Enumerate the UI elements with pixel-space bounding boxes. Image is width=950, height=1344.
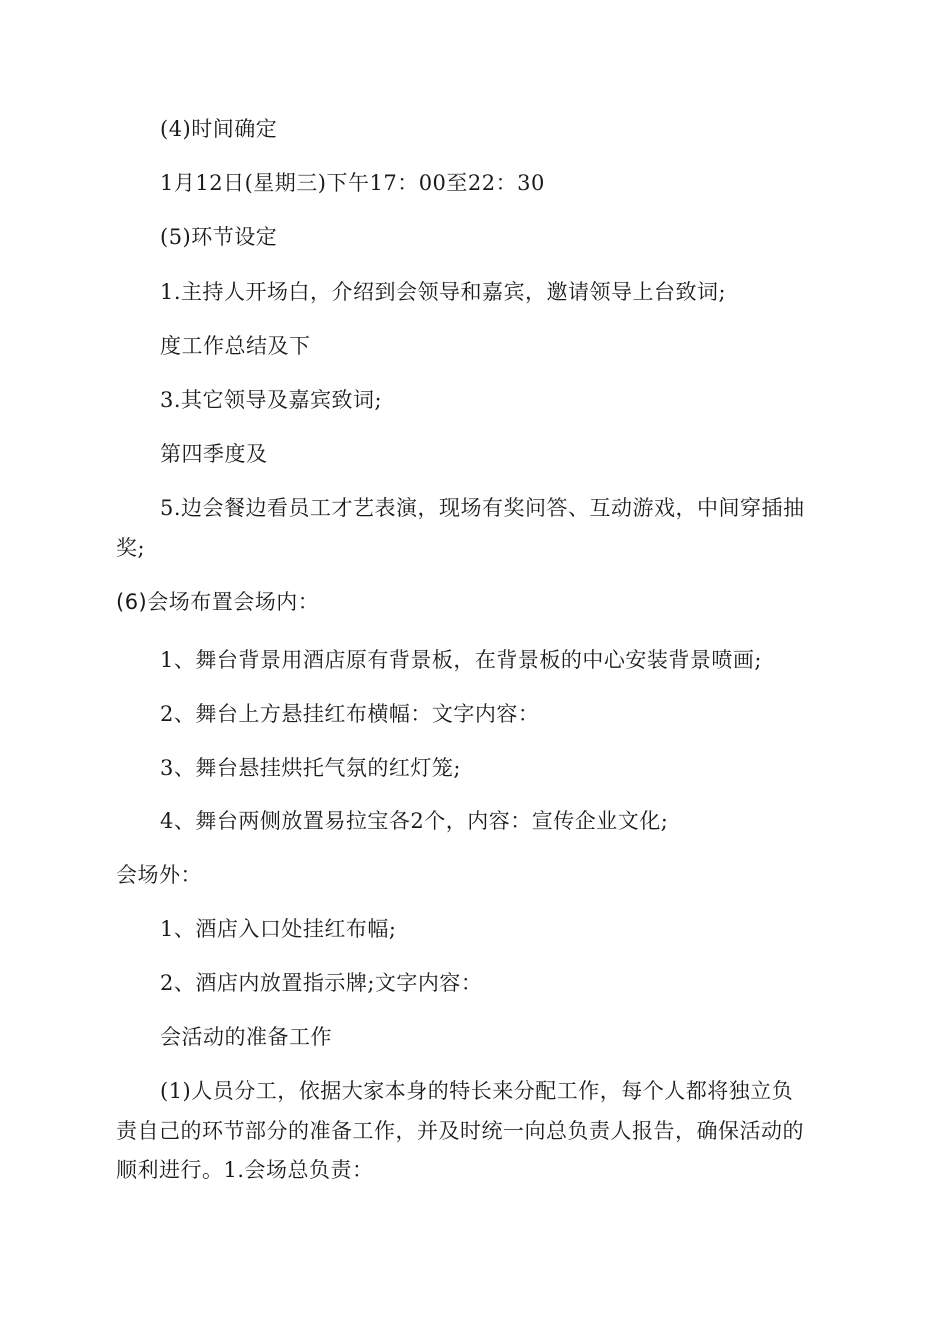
section-heading-preparation: 会活动的准备工作 [160,1025,332,1049]
agenda-item-4: 第四季度及 [160,442,268,466]
venue-inside-item-2: 2、舞台上方悬挂红布横幅：文字内容： [160,702,540,726]
venue-inside-item-4: 4、舞台两侧放置易拉宝各2个，内容：宣传企业文化; [160,809,669,833]
agenda-item-2: 度工作总结及下 [160,334,311,358]
venue-outside-item-1: 1、酒店入口处挂红布幅; [160,917,397,941]
time-detail: 1月12日(星期三)下午17：00至22：30 [160,171,545,195]
section-heading-venue: (6)会场布置会场内： [116,590,320,614]
venue-outside-item-2: 2、酒店内放置指示牌;文字内容： [160,971,483,995]
preparation-paragraph-line-1: (1)人员分工，依据大家本身的特长来分配工作，每个人都将独立负 [160,1079,794,1103]
section-heading-time: (4)时间确定 [160,117,278,141]
venue-outside-heading: 会场外： [116,863,202,887]
preparation-paragraph-line-3: 顺利进行。1.会场总负责： [116,1158,374,1182]
agenda-item-5: 5.边会餐边看员工才艺表演，现场有奖问答、互动游戏，中间穿插抽 [160,496,805,520]
preparation-paragraph-line-2: 责自己的环节部分的准备工作，并及时统一向总负责人报告，确保活动的 [116,1119,804,1143]
section-heading-agenda: (5)环节设定 [160,225,278,249]
agenda-item-1: 1.主持人开场白，介绍到会领导和嘉宾，邀请领导上台致词; [160,280,727,304]
venue-inside-item-1: 1、舞台背景用酒店原有背景板，在背景板的中心安装背景喷画; [160,648,762,672]
agenda-item-3: 3.其它领导及嘉宾致词; [160,388,383,412]
agenda-item-5-continued: 奖; [116,536,146,560]
venue-inside-item-3: 3、舞台悬挂烘托气氛的红灯笼; [160,756,461,780]
